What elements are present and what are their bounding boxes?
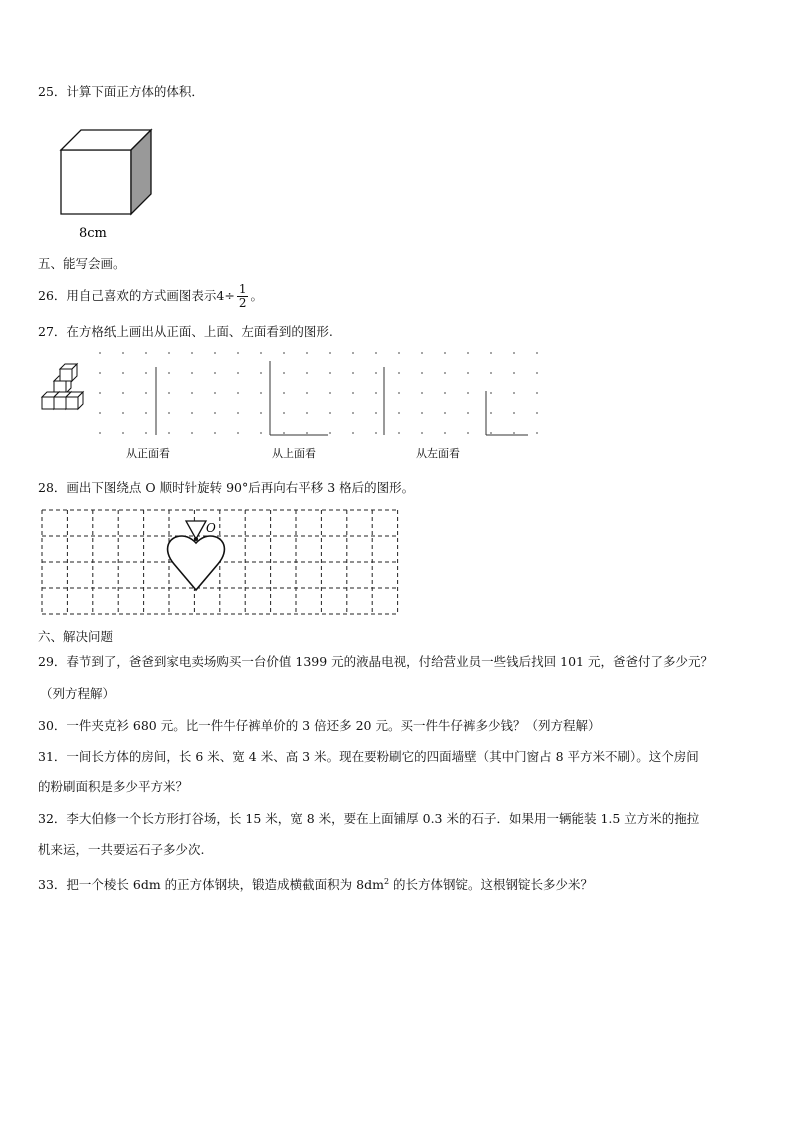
grid-dot: [214, 412, 216, 414]
question-30: 30．一件夹克衫 680 元。比一件牛仔裤单价的 3 倍还多 20 元。买一件牛仔裤多少钱？（列方程解）: [38, 718, 601, 733]
grid-dot: [421, 412, 423, 414]
grid-dot: [329, 412, 331, 414]
section-6-heading: 六、解决问题: [38, 629, 114, 644]
grid-dot: [352, 372, 354, 374]
grid-dot: [122, 432, 124, 434]
grid-dot: [283, 372, 285, 374]
grid-dot: [375, 372, 377, 374]
grid-dot: [444, 352, 446, 354]
cube-face: [66, 397, 78, 409]
grid-dot: [306, 352, 308, 354]
grid-dot: [306, 432, 308, 434]
grid-dot: [398, 412, 400, 414]
point-o: [194, 537, 198, 541]
grid-dot: [536, 432, 538, 434]
grid-dot: [237, 392, 239, 394]
grid-dot: [352, 352, 354, 354]
grid-dot: [191, 412, 193, 414]
label-left-view: 从左面看: [416, 447, 460, 460]
grid-dot: [444, 392, 446, 394]
question-32: 32．李大伯修一个长方形打谷场，长 15 米，宽 8 米，要在上面铺厚 0.3 米的石子．如果用一辆能装 1.5 立方米的拖拉: [38, 811, 700, 826]
question-29: 29．春节到了，爸爸到家电卖场购买一台价值 1399 元的液晶电视，付给营业员一些钱后找回 101 元，爸爸付了多少元？: [38, 654, 713, 669]
grid-dot: [260, 432, 262, 434]
grid-dot: [306, 392, 308, 394]
grid-dot: [168, 372, 170, 374]
grid-dot: [168, 432, 170, 434]
grid-dot: [191, 432, 193, 434]
question-31-line2: 的粉刷面积是多少平方米？: [38, 779, 189, 794]
grid-dot: [375, 392, 377, 394]
grid-dot: [260, 352, 262, 354]
grid-dot: [490, 412, 492, 414]
grid-dot: [490, 352, 492, 354]
grid-dot: [214, 432, 216, 434]
grid-dot: [398, 372, 400, 374]
grid-dot: [99, 372, 101, 374]
grid-dot: [513, 412, 515, 414]
grid-dot: [421, 352, 423, 354]
grid-dot: [283, 352, 285, 354]
grid-dot: [168, 412, 170, 414]
heart-shape: [168, 536, 225, 590]
grid-dot: [145, 432, 147, 434]
grid-dot: [329, 372, 331, 374]
cube-face: [42, 397, 54, 409]
fraction-one-half: $\frac{1}{2}$: [238, 282, 247, 310]
grid-dot: [513, 392, 515, 394]
grid-dot: [122, 392, 124, 394]
grid-dot: [237, 372, 239, 374]
question-29-line2: （列方程解）: [40, 686, 116, 701]
question-28: 28．画出下图绕点 O 顺时针旋转 90°后再向右平移 3 格后的图形。: [38, 480, 415, 495]
cube-edge-label: 8cm: [79, 226, 107, 241]
grid-dot: [352, 432, 354, 434]
grid-dot: [283, 392, 285, 394]
grid-dot: [467, 432, 469, 434]
grid-dot: [444, 372, 446, 374]
grid-dot: [191, 372, 193, 374]
grid-dot: [352, 392, 354, 394]
grid-dot: [536, 352, 538, 354]
grid-dot: [237, 432, 239, 434]
grid-dot: [260, 412, 262, 414]
grid-dot: [214, 352, 216, 354]
grid-dot: [237, 352, 239, 354]
grid-dot: [283, 432, 285, 434]
grid-dot: [191, 392, 193, 394]
question-25: 25．计算下面正方体的体积．: [38, 84, 204, 99]
grid-dot: [375, 432, 377, 434]
grid-dot: [283, 412, 285, 414]
question-31: 31．一间长方体的房间，长 6 米、宽 4 米、高 3 米。现在要粉刷它的四面墙壁（其中门窗占 8 平方米不刷）。这个房间: [38, 749, 699, 764]
grid-dot: [513, 352, 515, 354]
label-front-view: 从正面看: [126, 447, 170, 460]
section-5-heading: 五、能写会画。: [38, 256, 126, 271]
cube-figure: [55, 126, 165, 244]
point-o-label: O: [206, 521, 216, 535]
grid-dot: [329, 432, 331, 434]
grid-dot: [490, 432, 492, 434]
three-view-grid: [38, 347, 538, 465]
grid-dot: [375, 412, 377, 414]
grid-dot: [260, 392, 262, 394]
question-27: 27．在方格纸上画出从正面、上面、左面看到的图形.: [38, 324, 333, 339]
grid-dot: [398, 432, 400, 434]
grid-dot: [444, 432, 446, 434]
grid-dot: [513, 372, 515, 374]
grid-dot: [260, 372, 262, 374]
grid-dot: [145, 352, 147, 354]
cube-face: [60, 369, 72, 381]
grid-dot: [168, 392, 170, 394]
grid-dot: [122, 412, 124, 414]
q26-text: 26．用自己喜欢的方式画图表示4÷: [38, 288, 235, 303]
grid-dot: [306, 372, 308, 374]
grid-dot: [145, 372, 147, 374]
grid-dot: [99, 432, 101, 434]
grid-dot: [536, 392, 538, 394]
grid-dot: [421, 432, 423, 434]
grid-dot: [490, 392, 492, 394]
question-33: 33．把一个棱长 6dm 的正方体钢块，锻造成横截面积为 $8dm^2$ 的长方体钢锭。这根钢锭长多少米？: [38, 877, 594, 893]
grid-dot: [122, 352, 124, 354]
grid-dot: [398, 352, 400, 354]
grid-dot: [467, 412, 469, 414]
grid-dot: [467, 372, 469, 374]
grid-dot: [237, 412, 239, 414]
grid-dot: [99, 412, 101, 414]
grid-dot: [306, 412, 308, 414]
cube-face: [54, 397, 66, 409]
grid-dot: [421, 392, 423, 394]
grid-dot: [352, 412, 354, 414]
grid-dot: [191, 352, 193, 354]
rotation-grid: [38, 506, 408, 622]
grid-dot: [145, 412, 147, 414]
question-26: 26．用自己喜欢的方式画图表示4÷ $\frac{1}{2}$ 。: [38, 282, 263, 310]
grid-dot: [329, 352, 331, 354]
grid-dot: [536, 412, 538, 414]
dot-grid: [99, 352, 538, 434]
grid-dot: [490, 372, 492, 374]
grid-dot: [536, 372, 538, 374]
cube-blocks-figure: [42, 364, 83, 409]
grid-dot: [467, 392, 469, 394]
grid-dot: [375, 352, 377, 354]
grid-dot: [99, 392, 101, 394]
grid-dot: [145, 392, 147, 394]
grid-dot: [467, 352, 469, 354]
grid-dot: [421, 372, 423, 374]
label-top-view: 从上面看: [272, 447, 316, 460]
grid-dot: [122, 372, 124, 374]
grid-dot: [214, 392, 216, 394]
question-32-line2: 机来运，一共要运石子多少次.: [38, 842, 205, 857]
grid-dot: [329, 392, 331, 394]
grid-dot: [214, 372, 216, 374]
grid-dot: [444, 412, 446, 414]
cube-face: [54, 381, 66, 393]
grid-dot: [99, 352, 101, 354]
grid-dot: [168, 352, 170, 354]
grid-dot: [513, 432, 515, 434]
grid-dot: [398, 392, 400, 394]
